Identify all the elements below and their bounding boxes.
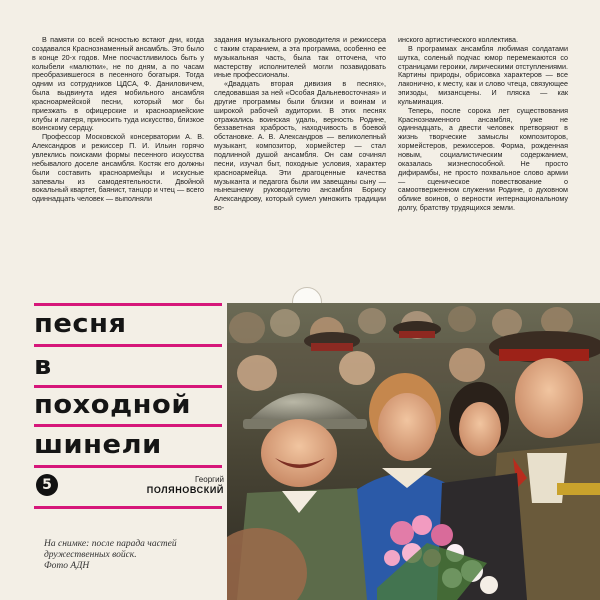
title-line-1: песня	[34, 309, 127, 339]
article-paragraph: В памяти со всей ясностью встают дни, когда создавался Краснознаменный ансамбль. Это было в конце 20-х годов. Мне посчастливилось быть у колыбели «малютки», не по дням, а по часам преобразившегося в песенного богатыря. Тогда одним из сотрудников ЦДСА, Ф. Даниловичем, была выдвинута идея мобильного ансамбля красноармейской песни, который мог бы приезжать в офицерские и красноармейские клубы и лагеря, приносить туда искусство, близкое воинскому сердцу.	[32, 36, 204, 133]
author-first-name: Георгий	[195, 475, 224, 484]
title-rule	[34, 344, 222, 347]
article-paragraph: задания музыкального руководителя и режиссера с таким старанием, а эта программа, особенно ее музыкальная часть, была так отточена, что мастерству исполнителей могли позавидовать иные профессионалы.	[214, 36, 386, 80]
photo-credit: Фото АДН	[44, 561, 90, 571]
article-paragraph: Теперь, после сорока лет существования Краснознаменного ансамбля, уже не одиннадцать, а двести человек претворяют в жизнь творческие замыслы композиторов, хормейстеров, режиссеров. Форма, рожденная новым, социалистическим содержанием, оказалась жизнеспособной. Не просто дифирамбы, не просто похвальное слово армии — сценическое повествование о самоотверженном служении Родине, о духовном облике воинов, о верности интернациональному долгу, братству трудящихся земли.	[398, 105, 568, 213]
title-rule	[34, 424, 222, 427]
article-paragraph: В программах ансамбля любимая солдатами шутка, соленый подчас юмор перемежаются со страницами героики, лирическими отступлениями. Картины природы, обрисовка характеров — все лаконично, к месту, как и слово чтеца, связующее эпизоды, мизансцены. И пляска — как кульминация.	[398, 43, 568, 106]
parade-photo	[227, 303, 600, 600]
article-paragraph: Профессор Московской консерватории А. В. Александров и режиссер П. И. Ильин горячо увлеклись поисками формы песенного искусства небывалого доселе ансамбля. Костяк его должны были составить красноармейцы и искусные запевалы из самодеятельности. Двойной вокальный квартет, баянист, танцор и чтец — всего одиннадцать человек — выполняли	[32, 132, 204, 204]
article-column-2	[214, 36, 386, 294]
article-column-1	[32, 36, 204, 294]
title-line-4: шинели	[34, 430, 162, 460]
title-line-3: походной	[34, 390, 191, 420]
title-rule	[34, 385, 222, 388]
article-paragraph: «Двадцать вторая дивизия в песнях», следовавшая за ней «Особая Дальневосточная» и другие программы были близки и воинам и широкой рабочей аудитории. В этих песнях отражались воинская удаль, верность Родине, беззаветная храбрость, находчивость в боевой обстановке. А. В. Александров — великолепный музыкант, композитор, хормейстер — стал подлинной душой ансамбля. Он сам сочинял песни, изучал быт, походные условия, характер красноармейца. Эти драгоценные качества музыканта и педагога были им завещаны сыну — нынешнему руководителю ансамбля Борису Александрову, который сумел умножить традиции во-	[214, 79, 386, 213]
title-rule	[34, 506, 222, 509]
title-line-2: в	[34, 351, 52, 381]
article-column-3	[398, 36, 568, 294]
photo-caption: На снимке: после парада частей дружественных войск.	[44, 539, 177, 560]
author-last-name: ПОЛЯНОВСКИЙ	[146, 485, 224, 495]
title-rule	[34, 465, 222, 468]
parade-photo-illustration	[227, 303, 600, 600]
title-rule	[34, 303, 222, 306]
page-number-badge: 5	[36, 474, 58, 496]
article-paragraph: инского артистического коллектива.	[398, 36, 519, 44]
